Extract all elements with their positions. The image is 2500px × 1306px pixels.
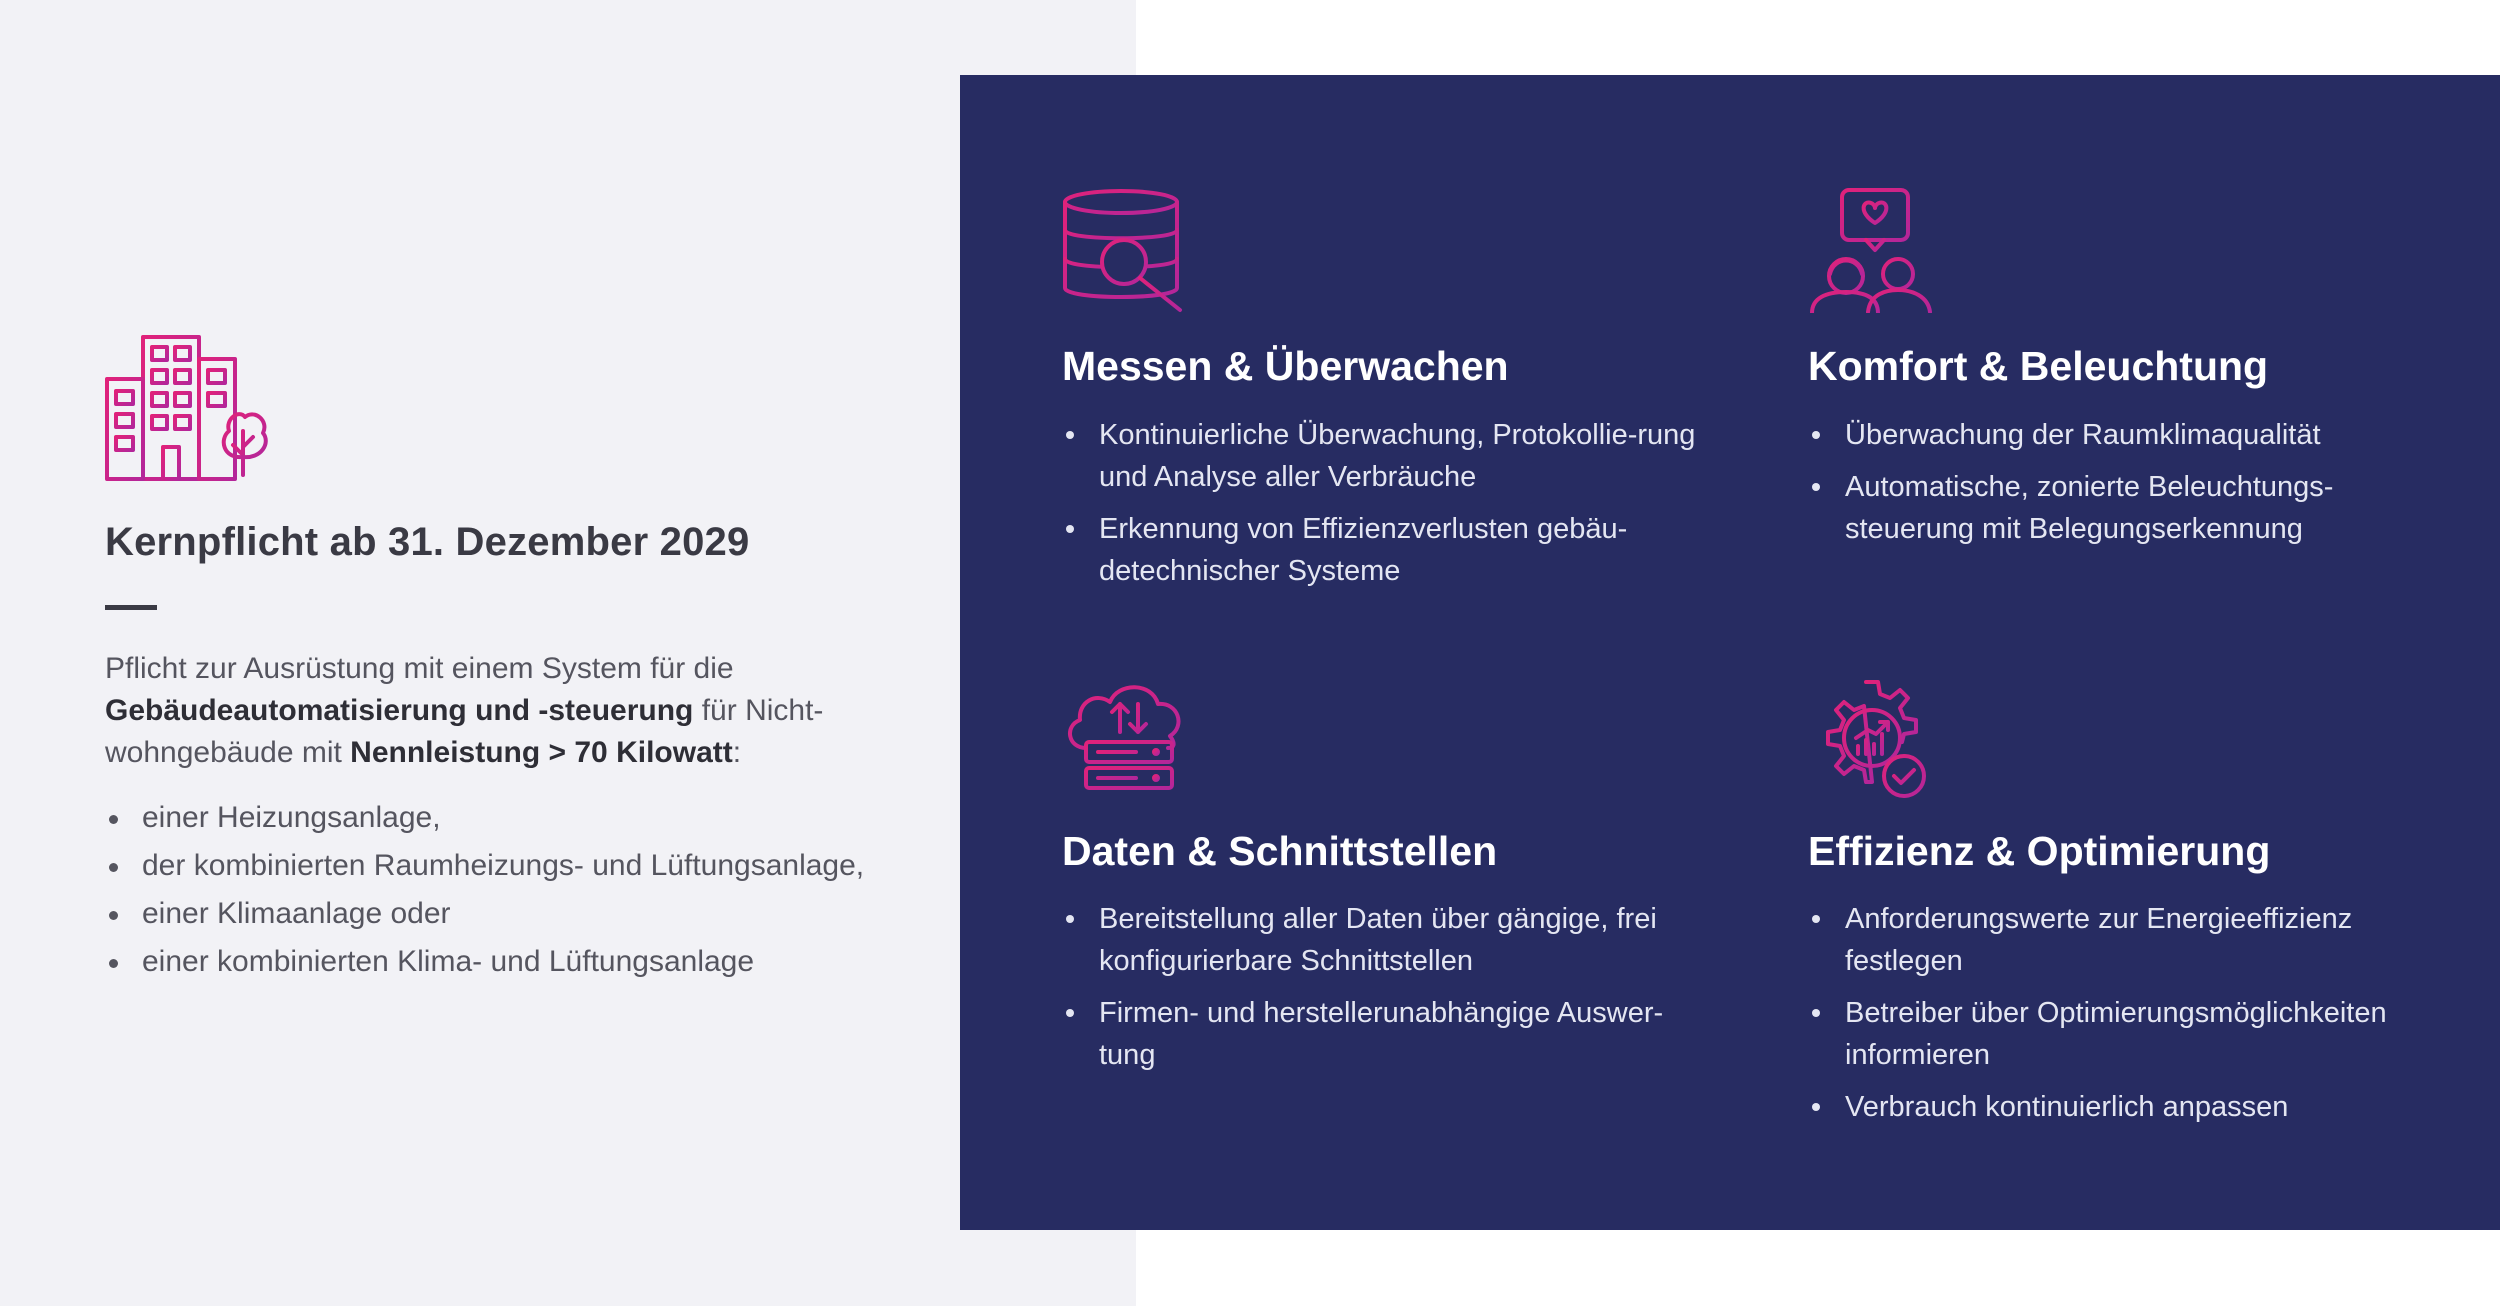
list-item: Verbrauch kontinuierlich anpassen [1808,1086,2448,1128]
left-description: Pflicht zur Ausrüstung mit einem System für die Gebäudeautomatisierung und -steuerung für Nicht-wohngebäude mit Nennleistung > 70 Kilowatt: [105,652,824,769]
list-item: Bereitstellung aller Daten über gängige, frei konfigurierbare Schnittstellen [1062,898,1702,982]
cloud-server-icon [1062,678,1192,803]
card-title: Effizienz & Optimierung [1808,828,2271,874]
bold-term: Gebäudeautomatisierung und -steuerung [105,694,694,727]
card-effizienz [1808,678,2448,1158]
card-messen [1062,188,1702,628]
list-item: Firmen- und herstellerunabhängige Auswer-tung [1062,992,1702,1076]
list-item: einer Heizungsanlage, [105,794,864,842]
card-title: Komfort & Beleuchtung [1808,343,2269,389]
list-item: der kombinierten Raumheizungs- und Lüftungsanlage, [105,842,864,890]
title-divider [105,605,157,610]
list-item: einer Klimaanlage oder [105,890,864,938]
list-item: Überwachung der Raumklimaqualität [1808,414,2448,456]
list-item: Kontinuierliche Überwachung, Protokollie-rung und Analyse aller Verbräuche [1062,414,1702,498]
gear-chart-check-icon [1808,678,1938,803]
bold-term: Nennleistung > 70 Kilowatt [350,736,733,769]
card-bullet-list [1062,414,1702,602]
list-item: Betreiber über Optimierungsmöglichkeiten informieren [1808,992,2448,1076]
card-daten [1062,678,1702,1118]
list-item: einer kombinierten Klima- und Lüftungsanlage [105,938,864,986]
database-search-icon [1062,188,1192,313]
list-item: Anforderungswerte zur Energieeffizienz festlegen [1808,898,2448,982]
left-title: Kernpflicht ab 31. Dezember 2029 [105,520,750,564]
list-item: Automatische, zonierte Beleuchtungs-steuerung mit Belegungserkennung [1808,466,2448,550]
card-bullet-list [1808,414,2448,560]
list-item: Erkennung von Effizienzverlusten gebäu-detechnischer Systeme [1062,508,1702,592]
card-title: Daten & Schnittstellen [1062,828,1498,874]
card-komfort [1808,188,2448,628]
card-bullet-list [1062,898,1702,1086]
people-heart-icon [1808,188,1938,313]
building-tree-icon [105,335,270,483]
card-title: Messen & Überwachen [1062,343,1509,389]
left-bullet-list [105,794,864,986]
card-bullet-list [1808,898,2448,1138]
